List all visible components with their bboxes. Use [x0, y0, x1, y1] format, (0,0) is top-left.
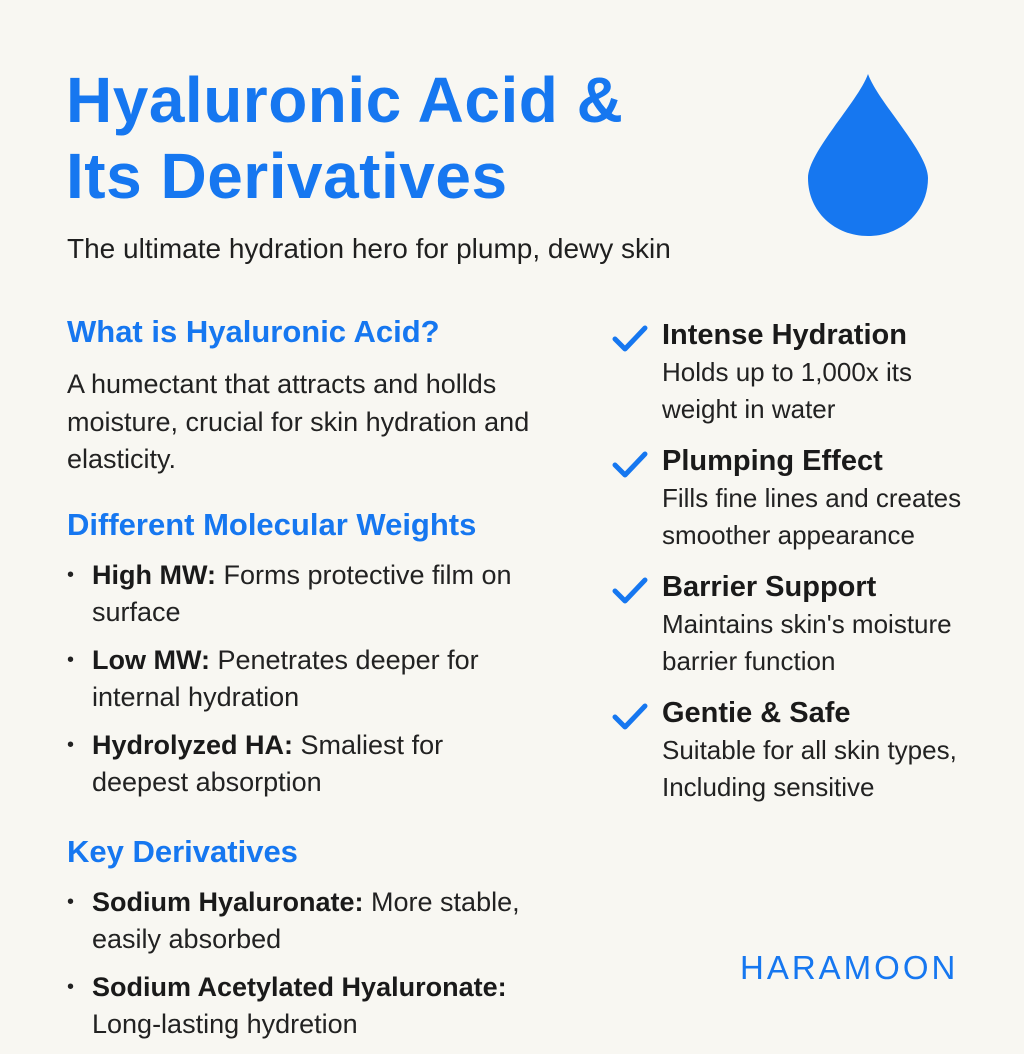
molecular-weights-list: [67, 557, 587, 802]
list-item: [67, 969, 572, 1044]
title-line-1: Hyaluronic Acid &: [66, 64, 624, 136]
list-item-term: Sodium Acetylated Hyaluronate:: [92, 971, 507, 1002]
list-item: [67, 884, 572, 959]
page-title: [66, 62, 766, 214]
benefit-text: Holds up to 1,000x its weight in water: [662, 357, 913, 424]
benefit-title: Intense Hydration: [662, 319, 907, 351]
benefit-item: [612, 694, 972, 806]
benefit-title: Plumping Effect: [662, 445, 883, 477]
list-item-term: Hydrolyzed HA:: [92, 729, 294, 760]
benefit-text: Maintains skin's moisture barrier function: [662, 609, 952, 676]
list-item-text: More stable, easily absorbed: [92, 886, 520, 954]
list-item-text: Long-lasting hydretion: [92, 1009, 358, 1039]
benefit-text: Suitable for all skin types, Including sensitive: [662, 735, 957, 802]
list-item-term: Low MW:: [92, 644, 210, 675]
checkmark-icon: [612, 576, 648, 606]
what-is-body: A humectant that attracts and hollds moisture, crucial for skin hydration and elasticity.: [67, 369, 530, 474]
benefits-column: [612, 316, 972, 820]
list-item-text: Forms protective film on surface: [92, 559, 512, 627]
water-drop-icon: [806, 72, 930, 238]
left-column: [67, 312, 587, 1054]
checkmark-icon: [612, 702, 648, 732]
bullet-icon: •: [67, 975, 75, 998]
list-item-term: Sodium Hyaluronate:: [92, 886, 364, 917]
benefit-item: [612, 316, 972, 428]
benefit-text: Fills fine lines and creates smoother appearance: [662, 483, 962, 550]
benefit-item: [612, 442, 972, 554]
benefit-title: Gentie & Safe: [662, 697, 851, 729]
list-item: [67, 727, 532, 802]
list-item: [67, 557, 532, 632]
key-derivatives-heading: Key Derivatives: [67, 833, 298, 869]
bullet-icon: •: [67, 648, 75, 671]
page-subtitle: The ultimate hydration hero for plump, dewy skin: [67, 233, 671, 264]
derivatives-list: [67, 884, 587, 1044]
list-item-term: High MW:: [92, 559, 216, 590]
bullet-icon: •: [67, 890, 75, 913]
molecular-weights-heading: Different Molecular Weights: [67, 506, 477, 542]
title-line-2: Its Derivatives: [66, 140, 508, 212]
list-item-text: Smaliest for deepest absorption: [92, 729, 444, 797]
what-is-heading: What is Hyaluronic Acid?: [67, 314, 440, 349]
benefit-item: [612, 568, 972, 680]
list-item: [67, 642, 532, 717]
checkmark-icon: [612, 450, 648, 480]
benefit-title: Barrier Support: [662, 571, 877, 603]
bullet-icon: •: [67, 733, 75, 756]
list-item-text: Penetrates deeper for internal hydration: [92, 644, 479, 712]
brand-logo: HARAMOON: [740, 949, 959, 986]
checkmark-icon: [612, 324, 648, 354]
bullet-icon: •: [67, 563, 75, 586]
